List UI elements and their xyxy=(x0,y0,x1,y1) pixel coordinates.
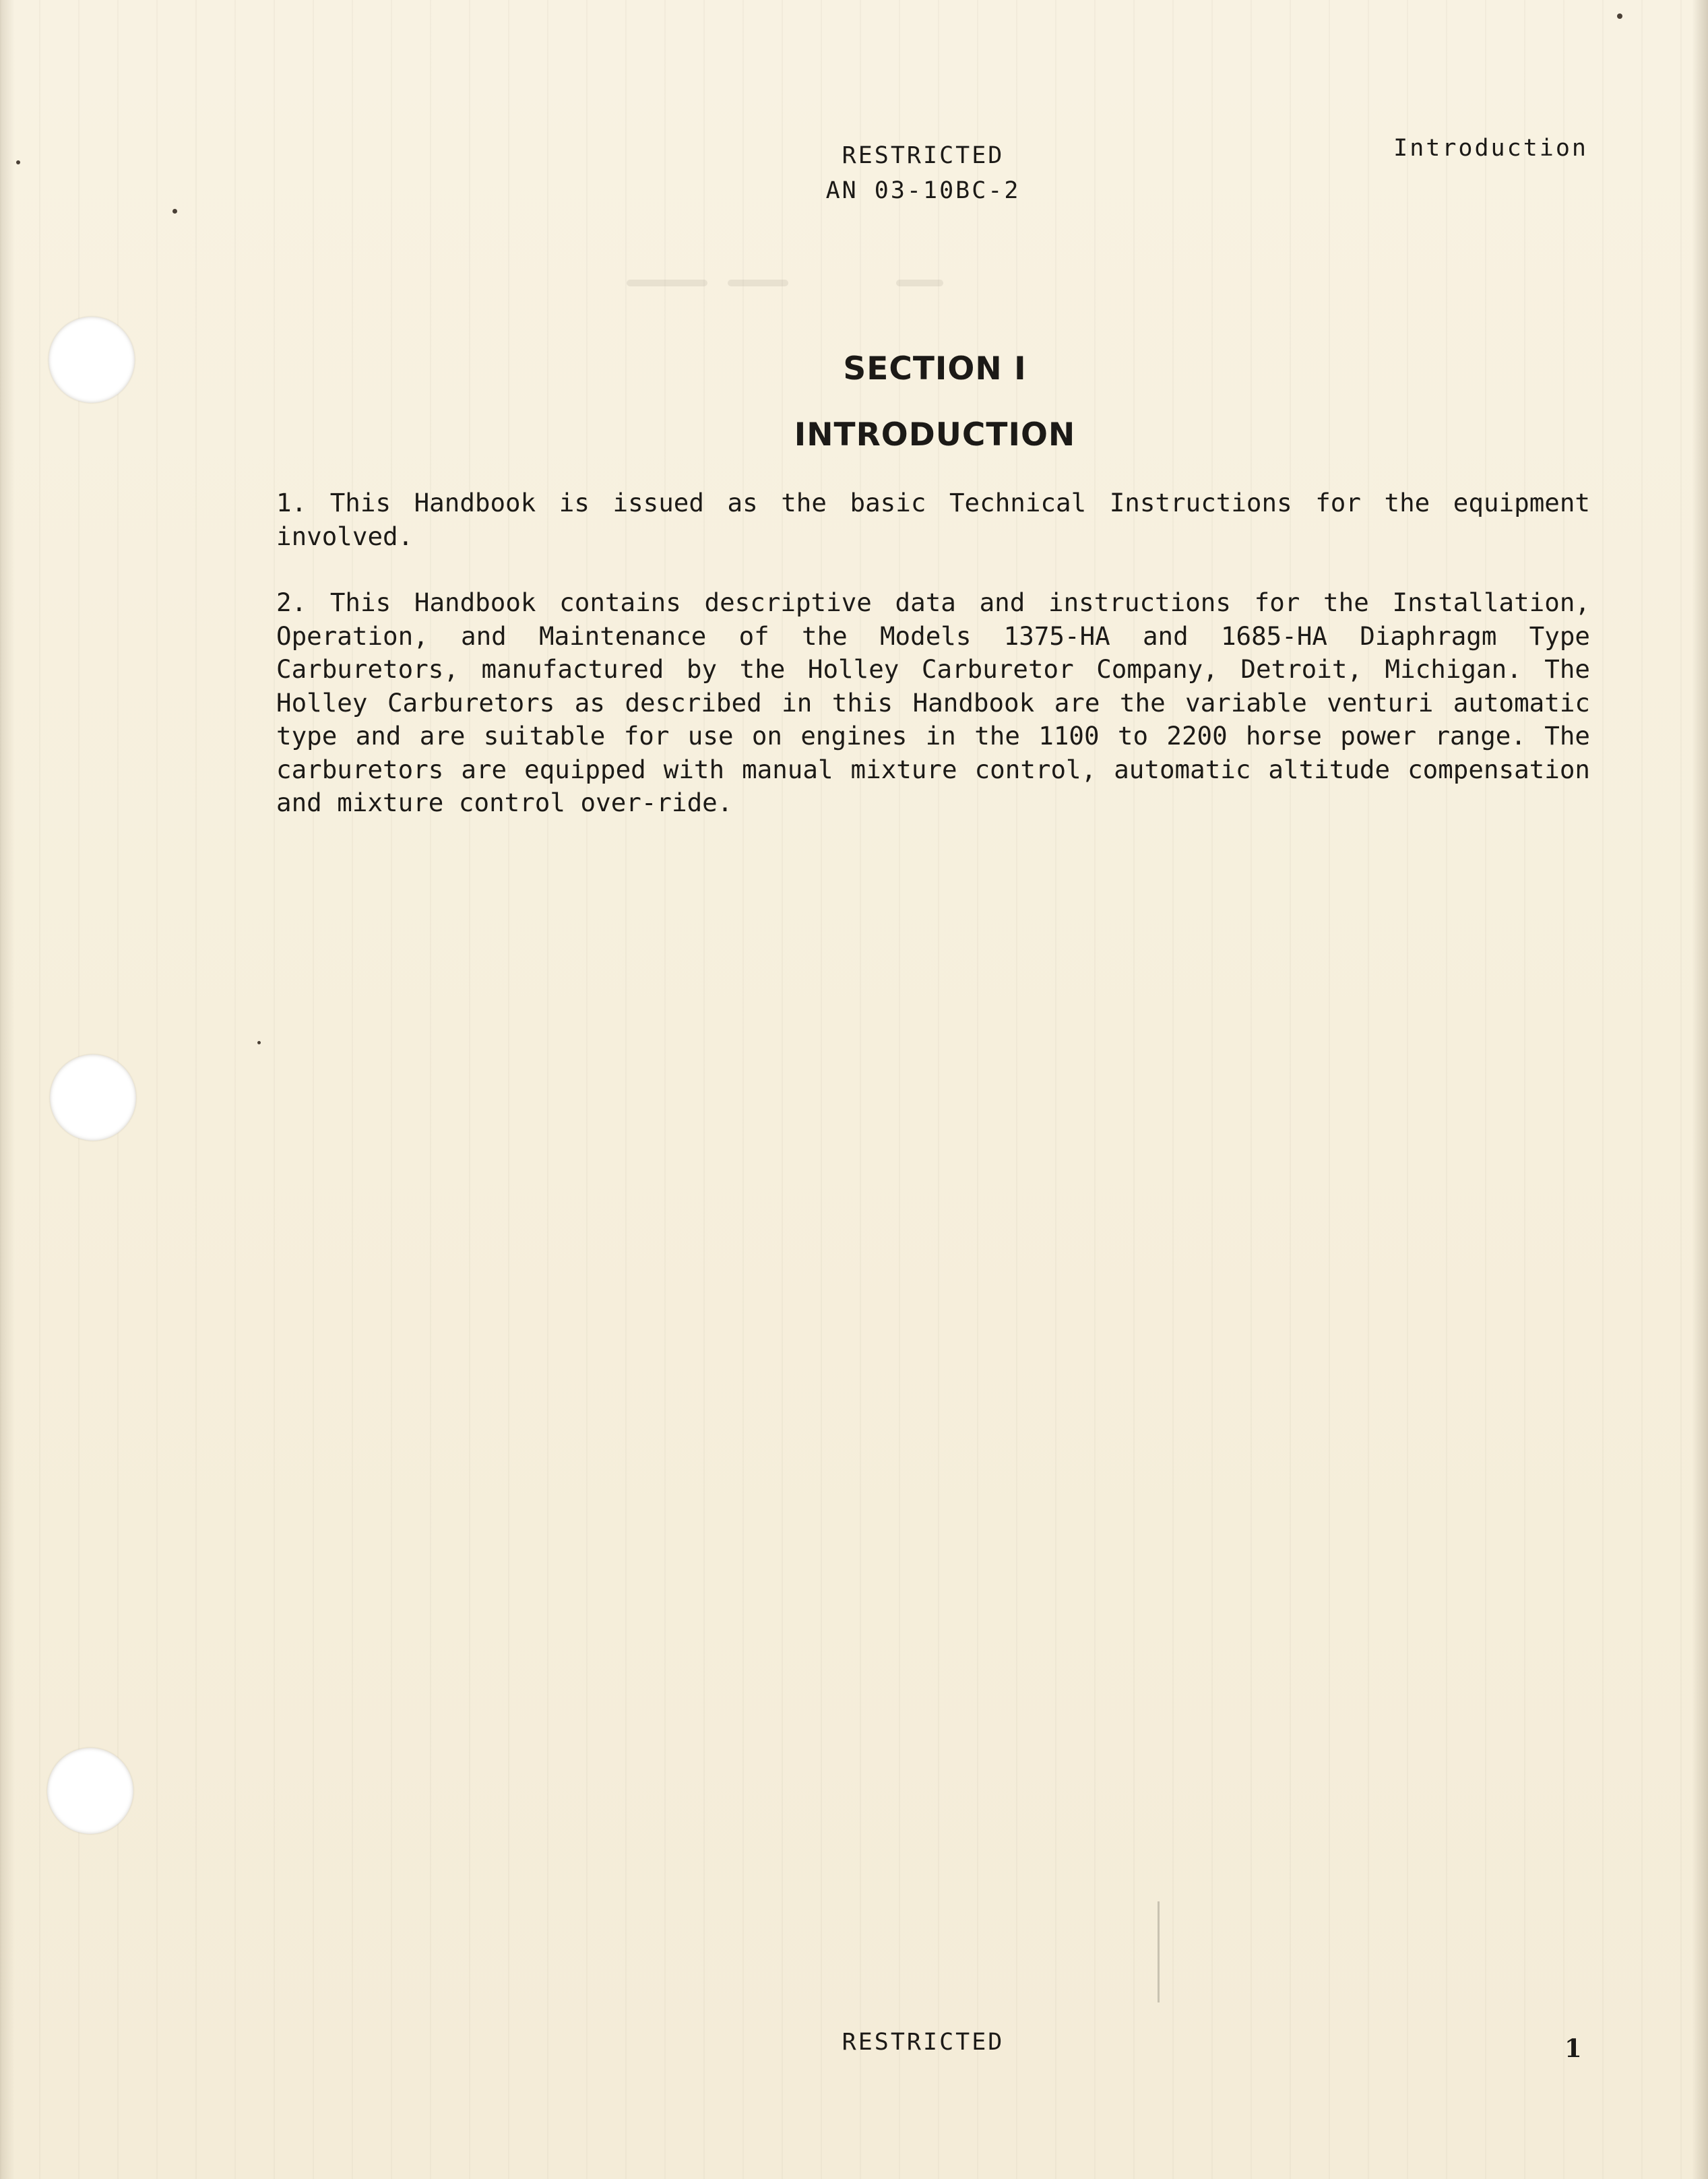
punch-hole xyxy=(47,1748,133,1834)
running-title: Introduction xyxy=(1393,135,1588,162)
document-number: AN 03-10BC-2 xyxy=(825,177,1021,204)
bleed-through-mark xyxy=(728,280,788,286)
bleed-through-mark xyxy=(896,280,943,286)
punch-hole xyxy=(50,1054,136,1141)
paper-speck xyxy=(257,1041,261,1044)
page-number: 1 xyxy=(1564,2033,1582,2063)
page-header xyxy=(795,138,1051,208)
paragraph-1: 1. This Handbook is issued as the basic Technical Instructions for the equipment involved. xyxy=(276,488,1590,551)
paper-speck xyxy=(16,160,20,164)
paper-speck xyxy=(1617,13,1622,19)
section-label: SECTION I xyxy=(843,350,1027,387)
paper-speck xyxy=(172,209,177,214)
paper-edge-right xyxy=(1692,0,1708,2179)
margin-line xyxy=(1158,1901,1160,2002)
paper-edge-left xyxy=(0,0,15,2179)
bleed-through-mark xyxy=(627,280,707,286)
footer-classification: RESTRICTED xyxy=(842,2029,1005,2056)
header-classification: RESTRICTED xyxy=(842,142,1005,169)
paragraph-2: 2. This Handbook contains descriptive data and instructions for the Installation, Operation, and Maintenance of the Models 1375-HA and 1685-HA Diaphragm Type Carburetors, manufactured by the Holley Carburetor Company, Detroit, Michigan. The Holley Carburetors as described in this Handbook are the variable venturi automatic type and are suitable for use on engines in the 1100 to 2200 horse power range. The carburetors are equipped with manual mixture control, automatic altitude compensation and mixture control over-ride. xyxy=(276,588,1590,817)
section-title: INTRODUCTION xyxy=(794,416,1076,453)
